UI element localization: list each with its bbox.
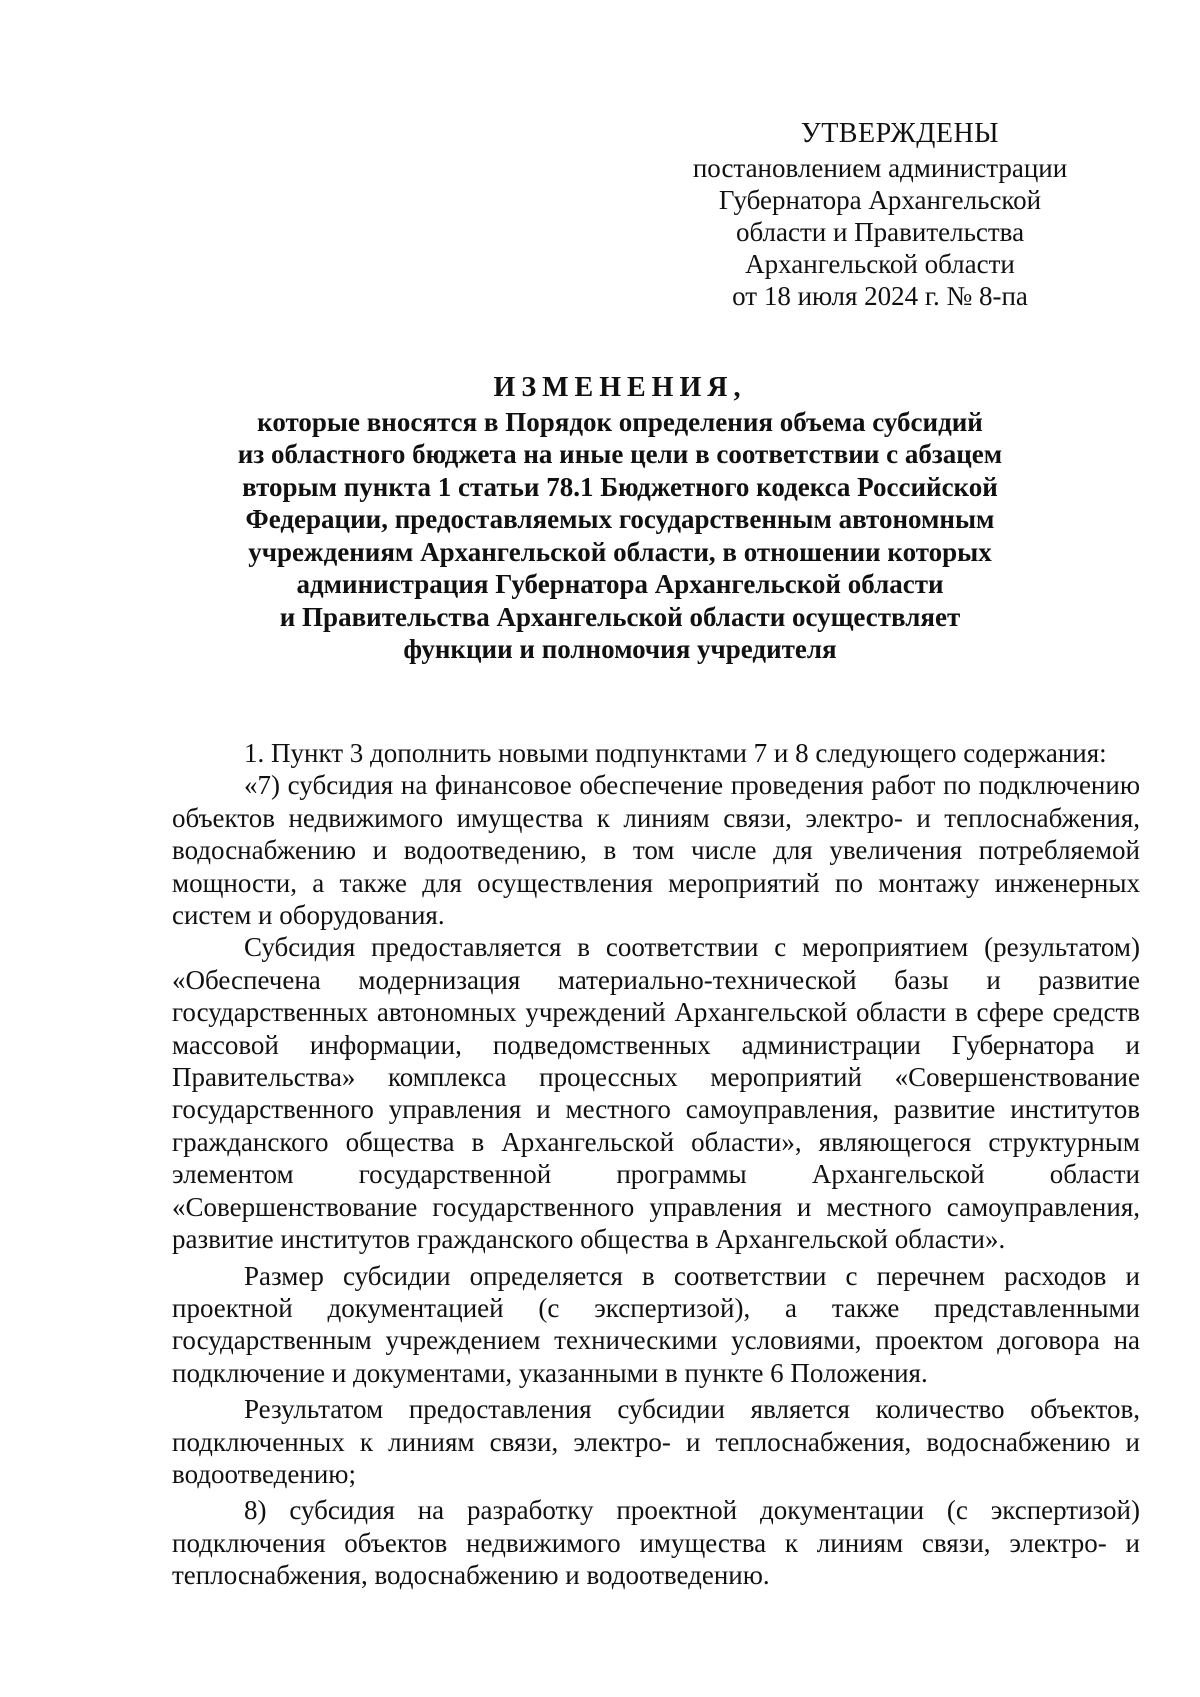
approval-stamp	[660, 118, 1100, 312]
approval-line: области и Правительства	[735, 217, 1025, 247]
heading-line: которые вносятся в Порядок определения объема субсидий	[257, 406, 983, 437]
heading-line: функции и полномочия учредителя	[403, 634, 837, 664]
approval-title: УТВЕРЖДЕНЫ	[800, 118, 1000, 149]
body-paragraph: 1. Пункт 3 дополнить новыми подпунктами 7 и 8 следующего содержания:	[244, 738, 1107, 768]
body-paragraph: 8) субсидия на разработку проектной документации (с экспертизой) подключения объектов недвижимого имущества к линиям связи, электро- и теплоснабжения, водоснабжению и водоотведению.	[172, 1495, 1140, 1591]
document-heading	[200, 372, 1040, 666]
heading-line: и Правительства Архангельской области осуществляет	[279, 601, 961, 632]
body-paragraph: Размер субсидии определяется в соответствии с перечнем расходов и проектной документацией (с экспертизой), а также представленными государственным учреждением техническими условиями, проектом договора на подключение и документами, указанными в пункте 6 Положения.	[172, 1260, 1140, 1388]
body-paragraph: «7) субсидия на финансовое обеспечение проведения работ по подключению объектов недвижимого имущества к линиям связи, электро- и теплоснабжения, водоснабжению и водоотведению, в том числе для увеличения потребляемой мощности, а также для осуществления мероприятий по монтажу инженерных систем и оборудования.	[172, 770, 1140, 931]
approval-line: Архангельской области	[745, 249, 1015, 279]
approval-line: Губернатора Архангельской	[718, 185, 1042, 215]
body-paragraph: Субсидия предоставляется в соответствии с мероприятием (результатом) «Обеспечена модернизация материально-технической базы и развитие государственных автономных учреждений Архангельской области в сфере средств массовой информации, подведомственных администрации Губернатора и Правительства» комплекса процессных мероприятий «Совершенствование государственного управления и местного самоуправления, развитие институтов гражданского общества в Архангельской области», являющегося структурным элементом государственной программы Архангельской области «Совершенствование государственного управления и местного самоуправления, развитие институтов гражданского общества в Архангельской области».	[172, 932, 1140, 1255]
heading-line: администрация Губернатора Архангельской области	[296, 569, 944, 599]
document-body	[172, 737, 1140, 1592]
approval-line: от 18 июля 2024 г. № 8-па	[732, 281, 1028, 311]
heading-line: Федерации, предоставляемых государственным автономным	[245, 504, 995, 534]
heading-line: из областного бюджета на иные цели в соответствии с абзацем	[237, 439, 1003, 469]
heading-line: учреждениям Архангельской области, в отношении которых	[248, 536, 992, 567]
body-paragraph: Результатом предоставления субсидии является количество объектов, подключенных к линиям связи, электро- и теплоснабжения, водоснабжению и водоотведению;	[172, 1394, 1140, 1489]
approval-line: постановлением администрации	[692, 153, 1068, 183]
document-title: ИЗМЕНЕНИЯ,	[493, 372, 747, 403]
heading-line: вторым пункта 1 статьи 78.1 Бюджетного кодекса Российской	[242, 471, 998, 502]
